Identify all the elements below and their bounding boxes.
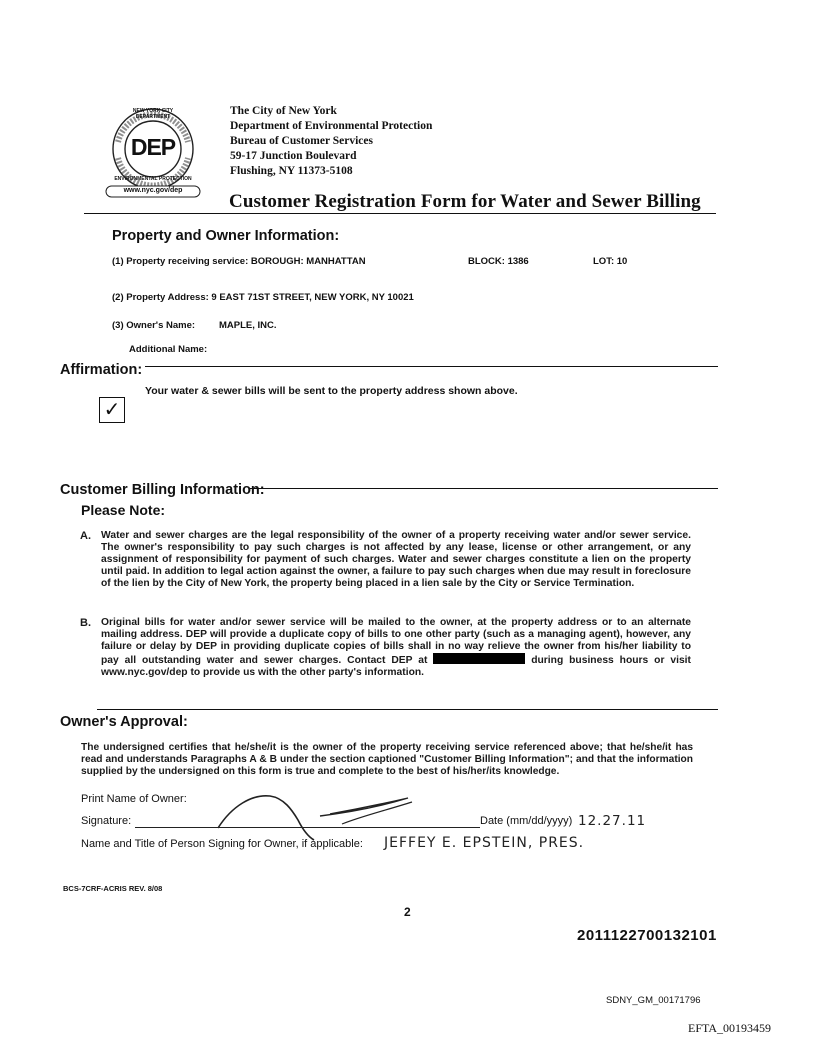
property-address-line: (2) Property Address: 9 EAST 71ST STREET, NEW YORK, NY 10021 (112, 292, 414, 303)
handwritten-signature (212, 786, 452, 842)
affirmation-checkbox[interactable] (99, 397, 125, 423)
dep-logo (100, 106, 212, 198)
name-title-label: Name and Title of Person Signing for Owner, if applicable: (81, 838, 363, 850)
affirmation-rule (66, 366, 718, 367)
billing-heading: Customer Billing Information: (60, 482, 265, 498)
approval-text: The undersigned certifies that he/she/it is the owner of the property receiving service referenced above; that he/she/it has read and understands Paragraphs A & B under the section captioned "Customer Billing Information"; and that the information supplied by the undersigned on this form is true and complete to the best of his/her/its knowledge. (81, 742, 693, 777)
approval-heading: Owner's Approval: (60, 714, 188, 730)
property-lot: LOT: 10 (593, 256, 628, 267)
efta-number: EFTA_00193459 (688, 1021, 772, 1035)
affirmation-text: Your water & sewer bills will be sent to the property address shown above. (145, 385, 518, 397)
org-line-department: Department of Environmental Protection (230, 120, 433, 132)
date-label: Date (mm/dd/yyyy) (480, 815, 573, 827)
paragraph-a-marker: A. (80, 530, 91, 542)
additional-name-label: Additional Name: (129, 344, 208, 355)
dep-logo-ring-bottom: ENVIRONMENTAL PROTECTION (114, 176, 192, 182)
name-title-value: JEFFEY E. EPSTEIN, PRES. (384, 835, 585, 851)
form-code: BCS-7CRF-ACRIS REV. 8/08 (63, 884, 163, 893)
paragraph-b-text-bold: at the property address or to an alternate mailing address. (101, 617, 691, 640)
paragraph-b-marker: B. (80, 617, 91, 629)
dep-logo-url: www.nyc.gov/dep (123, 187, 183, 194)
document-number: 2011122700132101 (577, 927, 717, 944)
date-value: 12.27.11 (578, 813, 647, 829)
property-heading: Property and Owner Information: (112, 228, 340, 244)
form-title: Customer Registration Form for Water and Sewer Billing (229, 191, 701, 212)
org-line-street: 59-17 Junction Boulevard (230, 150, 357, 162)
dep-logo-ring-top: NEW YORK CITY DEPARTMENT (132, 108, 174, 120)
paragraph-b-text-1: Original bills for water and/or sewer service will be mailed to the owner, (101, 617, 473, 628)
redaction-block (433, 653, 525, 664)
affirmation-heading: Affirmation: (60, 362, 145, 378)
print-name-label: Print Name of Owner: (81, 793, 187, 805)
org-address-block (230, 104, 432, 179)
paragraph-b (101, 617, 691, 679)
please-note-heading: Please Note: (81, 502, 166, 518)
bates-number: SDNY_GM_00171796 (606, 995, 701, 1006)
property-borough-line: (1) Property receiving service: BOROUGH: MANHATTAN (112, 256, 366, 267)
page-number: 2 (404, 905, 411, 919)
title-rule (84, 213, 716, 214)
org-line-citystate: Flushing, NY 11373-5108 (230, 165, 353, 177)
org-line-city: The City of New York (230, 105, 337, 117)
owner-name-label: (3) Owner's Name: (112, 320, 196, 331)
approval-rule (97, 709, 718, 710)
property-block: BLOCK: 1386 (468, 256, 529, 267)
billing-rule (250, 488, 718, 489)
owner-name-value: MAPLE, INC. (219, 320, 277, 331)
checkmark-icon: ✓ (103, 399, 121, 421)
paragraph-b-text-3: during business hours or visit www.nyc.gov/dep to provide us with the other party's information. (101, 655, 691, 678)
paragraph-a-text: Water and sewer charges are the legal responsibility of the owner of a property receiving water and/or sewer service. The owner's responsibility to pay such charges is not affected by any lease, license or other arrangement, or any assignment of responsibility for payment of such charges. Water and sewer charges constitute a lien on the property until paid. In addition to legal action against the owner, a failure to pay such charges when due may result in foreclosure of the lien by the City of New York, the property being placed in a lien sale by the City or Service Termination. (101, 530, 691, 589)
dep-logo-text: DEP (130, 134, 176, 160)
org-line-bureau: Bureau of Customer Services (230, 135, 373, 147)
signature-label: Signature: (81, 815, 132, 827)
paragraph-b-text-2: DEP will provide a duplicate copy of bills to one other party (such as a managing agent), however, any failure or delay by DEP in providing duplicate copies of bills shall in no way relieve the owner from his/her liability to pay all outstanding water and sewer charges. Contact DEP at (101, 629, 691, 666)
